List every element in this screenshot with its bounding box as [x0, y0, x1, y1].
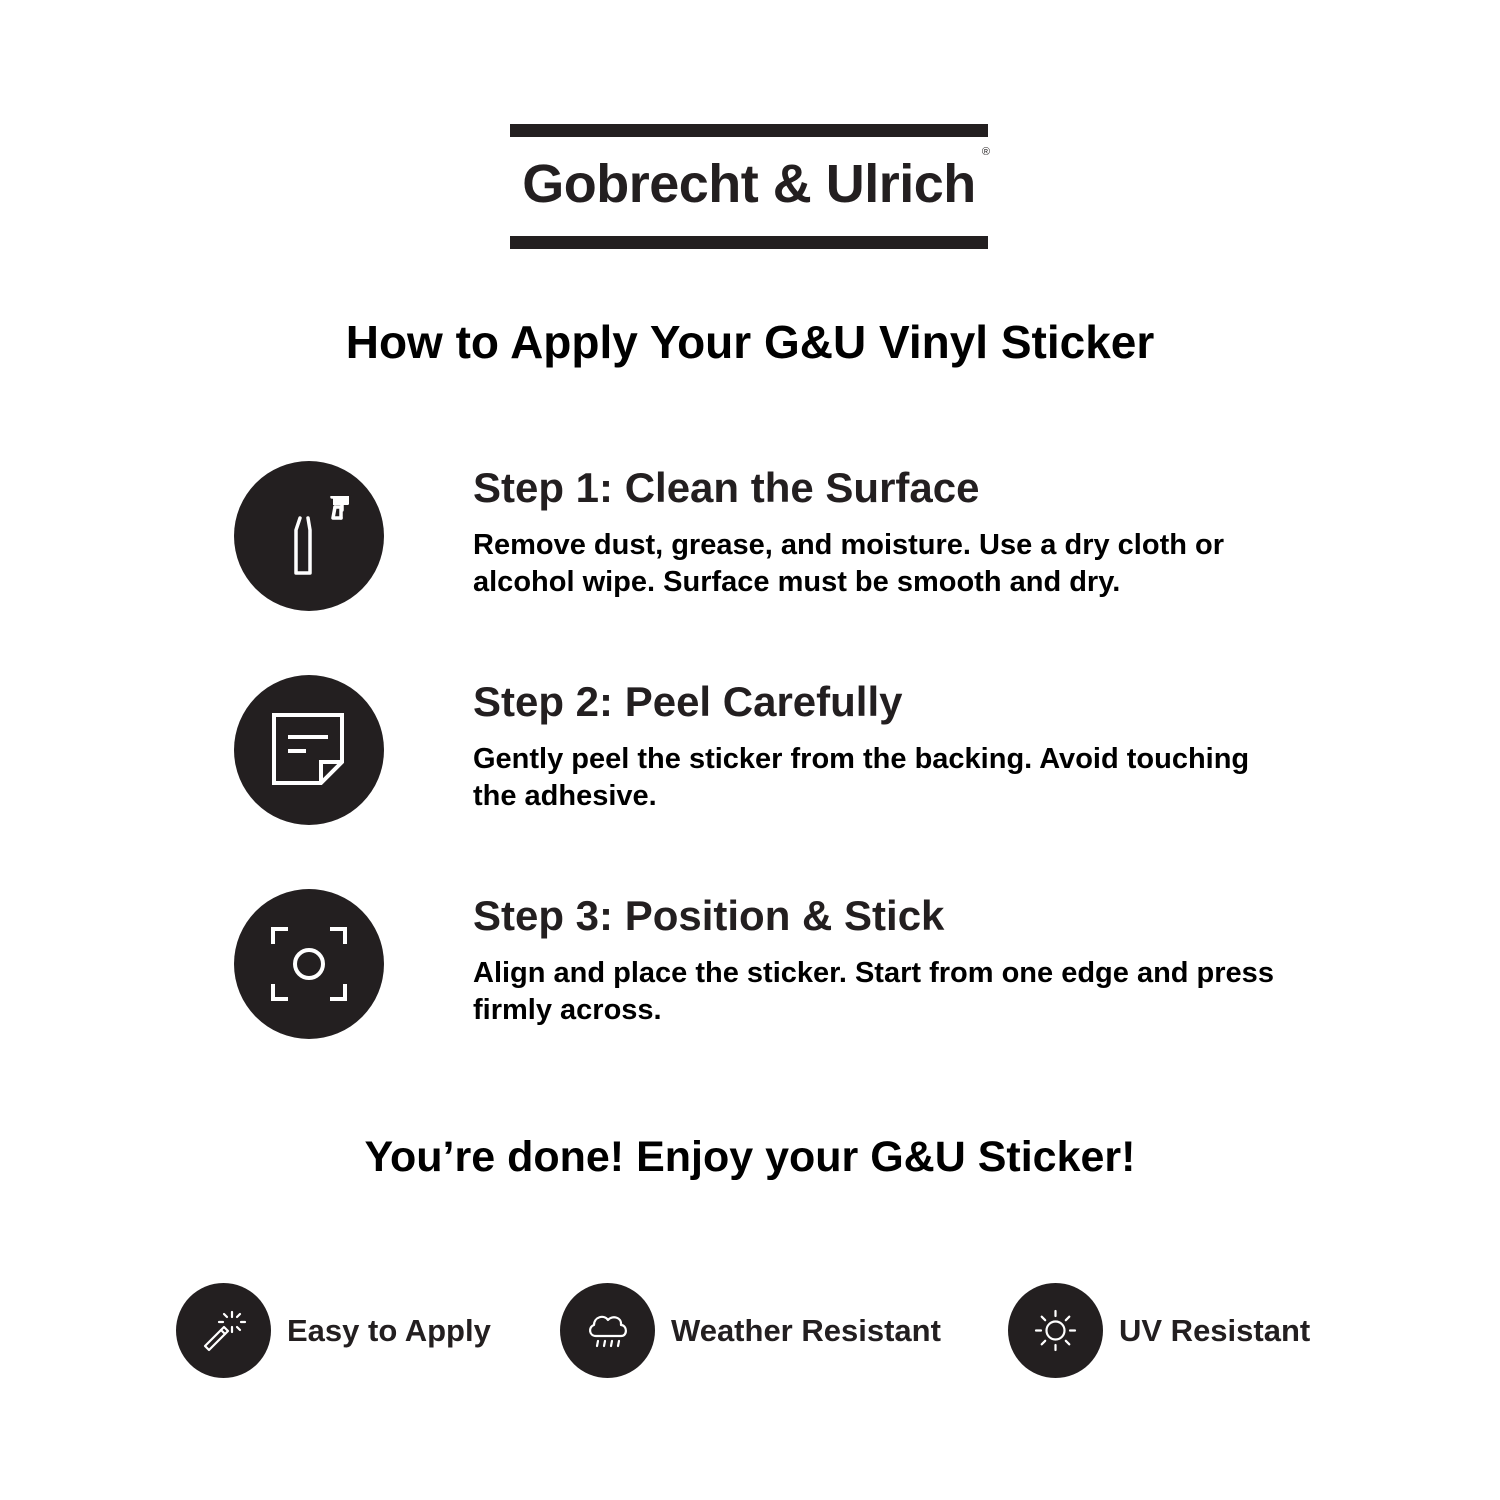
feature-weather-resistant — [560, 1283, 980, 1379]
feature-1-icon-circle — [176, 1283, 271, 1378]
closing-message: You’re done! Enjoy your G&U Sticker! — [364, 1133, 1136, 1181]
step-3 — [234, 889, 1334, 1039]
step-2-description: Gently peel the sticker from the backing. Avoid touching the adhesive. — [473, 743, 1250, 812]
feature-1-label: Easy to Apply — [287, 1313, 491, 1348]
step-2-icon-circle — [234, 675, 384, 825]
feature-uv-resistant — [1008, 1283, 1338, 1379]
registered-mark: ® — [981, 146, 990, 158]
spray-bottle-icon — [269, 496, 349, 576]
feature-easy-to-apply — [176, 1283, 516, 1379]
step-3-icon-circle — [234, 889, 384, 1039]
step-3-title: Step 3: Position & Stick — [473, 892, 945, 939]
feature-2-icon-circle — [560, 1283, 655, 1378]
feature-3-icon-circle — [1008, 1283, 1103, 1378]
page-title: How to Apply Your G&U Vinyl Sticker — [345, 316, 1155, 368]
sticky-note-icon — [269, 710, 349, 790]
feature-3-label: UV Resistant — [1119, 1313, 1311, 1348]
step-1-icon-circle — [234, 461, 384, 611]
brand-logo — [510, 124, 988, 249]
feature-2-label: Weather Resistant — [671, 1313, 941, 1348]
focus-frame-icon — [269, 924, 349, 1004]
brand-name: Gobrecht & Ulrich — [522, 154, 976, 214]
logo-bottom-bar — [510, 236, 988, 249]
step-1-title: Step 1: Clean the Surface — [473, 464, 980, 511]
logo-top-bar — [510, 124, 988, 137]
magic-wand-icon — [199, 1306, 248, 1355]
step-3-description: Align and place the sticker. Start from one edge and press firmly across. — [473, 957, 1274, 1026]
rain-cloud-icon — [583, 1306, 632, 1355]
sun-icon — [1031, 1306, 1080, 1355]
step-2-title: Step 2: Peel Carefully — [473, 678, 903, 725]
step-2 — [234, 675, 1334, 825]
step-1 — [234, 461, 1334, 611]
step-1-description: Remove dust, grease, and moisture. Use a dry cloth or alcohol wipe. Surface must be smooth and dry. — [473, 529, 1224, 598]
